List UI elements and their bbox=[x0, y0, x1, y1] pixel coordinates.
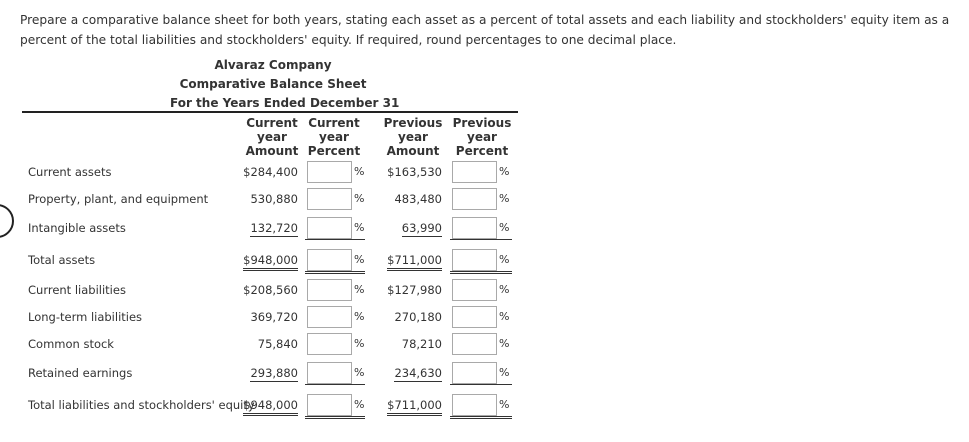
previous-year-percent-input[interactable] bbox=[452, 217, 497, 239]
percent-sign: % bbox=[354, 253, 365, 266]
previous-year-percent-input[interactable] bbox=[452, 279, 497, 301]
current-year-percent-input[interactable] bbox=[307, 279, 352, 301]
previous-year-amount: 483,480 bbox=[394, 192, 442, 206]
percent-underline bbox=[305, 239, 365, 240]
current-year-percent-input[interactable] bbox=[307, 161, 352, 183]
percent-sign: % bbox=[354, 398, 365, 411]
row-label: Retained earnings bbox=[28, 366, 133, 380]
col-current-percent: Current year Percent bbox=[307, 116, 361, 158]
percent-underline bbox=[305, 271, 365, 274]
previous-year-percent-input[interactable] bbox=[452, 333, 497, 355]
current-year-percent-input[interactable] bbox=[307, 394, 352, 416]
percent-sign: % bbox=[499, 366, 510, 379]
percent-sign: % bbox=[499, 165, 510, 178]
current-year-amount: $208,560 bbox=[243, 283, 298, 297]
problem-instructions: Prepare a comparative balance sheet for both years, stating each asset as a percent of total assets and each liability and stockholders' equity item as a percent of the total liabilities and stockholders' equity. If required, round percentages to one decimal place. bbox=[20, 13, 950, 47]
percent-underline bbox=[450, 416, 512, 419]
col-previous-percent: Previous year Percent bbox=[452, 116, 512, 158]
percent-sign: % bbox=[499, 221, 510, 234]
current-year-amount: 369,720 bbox=[250, 310, 298, 324]
percent-sign: % bbox=[499, 337, 510, 350]
row-label: Long-term liabilities bbox=[28, 310, 143, 324]
previous-year-percent-input[interactable] bbox=[452, 362, 497, 384]
current-year-percent-input[interactable] bbox=[307, 306, 352, 328]
row-label: Property, plant, and equipment bbox=[28, 192, 209, 206]
row-label: Intangible assets bbox=[28, 221, 126, 235]
current-year-percent-input[interactable] bbox=[307, 188, 352, 210]
previous-year-amount: 270,180 bbox=[394, 310, 442, 324]
previous-year-amount: $163,530 bbox=[387, 165, 442, 179]
percent-underline bbox=[305, 384, 365, 385]
row-label: Total liabilities and stockholders' equity bbox=[28, 398, 255, 412]
percent-sign: % bbox=[499, 398, 510, 411]
percent-sign: % bbox=[499, 283, 510, 296]
percent-underline bbox=[305, 416, 365, 419]
previous-year-amount: 63,990 bbox=[401, 221, 442, 235]
row-label: Common stock bbox=[28, 337, 114, 351]
previous-year-percent-input[interactable] bbox=[452, 394, 497, 416]
current-year-amount: $284,400 bbox=[243, 165, 298, 179]
previous-year-percent-input[interactable] bbox=[452, 161, 497, 183]
percent-sign: % bbox=[354, 221, 365, 234]
previous-year-percent-input[interactable] bbox=[452, 306, 497, 328]
percent-underline bbox=[450, 239, 512, 240]
col-previous-amount: Previous year Amount bbox=[383, 116, 443, 158]
current-year-amount: 530,880 bbox=[250, 192, 298, 206]
scroll-indicator-circle bbox=[0, 204, 14, 238]
previous-year-percent-input[interactable] bbox=[452, 188, 497, 210]
percent-sign: % bbox=[354, 165, 365, 178]
percent-sign: % bbox=[499, 192, 510, 205]
percent-sign: % bbox=[499, 310, 510, 323]
previous-year-percent-input[interactable] bbox=[452, 249, 497, 271]
current-year-percent-input[interactable] bbox=[307, 362, 352, 384]
current-year-amount: 293,880 bbox=[250, 366, 298, 380]
row-label: Current liabilities bbox=[28, 283, 126, 297]
current-year-amount: 75,840 bbox=[257, 337, 298, 351]
percent-sign: % bbox=[354, 192, 365, 205]
previous-year-amount: 78,210 bbox=[401, 337, 442, 351]
percent-underline bbox=[450, 384, 512, 385]
current-year-amount: 132,720 bbox=[250, 221, 298, 235]
percent-sign: % bbox=[354, 283, 365, 296]
previous-year-amount: $711,000 bbox=[387, 253, 442, 271]
percent-sign: % bbox=[354, 337, 365, 350]
company-name: Alvaraz Company bbox=[214, 58, 332, 72]
previous-year-amount: $127,980 bbox=[387, 283, 442, 297]
col-current-amount: Current year Amount bbox=[245, 116, 299, 158]
statement-period: For the Years Ended December 31 bbox=[170, 96, 400, 110]
current-year-amount: $948,000 bbox=[243, 253, 298, 271]
percent-sign: % bbox=[499, 253, 510, 266]
statement-title: Comparative Balance Sheet bbox=[179, 77, 367, 91]
header-rule bbox=[22, 111, 518, 113]
percent-sign: % bbox=[354, 310, 365, 323]
current-year-percent-input[interactable] bbox=[307, 333, 352, 355]
percent-underline bbox=[450, 271, 512, 274]
previous-year-amount: 234,630 bbox=[394, 366, 442, 380]
row-label: Current assets bbox=[28, 165, 112, 179]
current-year-amount: $948,000 bbox=[243, 398, 298, 416]
percent-sign: % bbox=[354, 366, 365, 379]
current-year-percent-input[interactable] bbox=[307, 249, 352, 271]
previous-year-amount: $711,000 bbox=[387, 398, 442, 416]
row-label: Total assets bbox=[28, 253, 96, 267]
current-year-percent-input[interactable] bbox=[307, 217, 352, 239]
